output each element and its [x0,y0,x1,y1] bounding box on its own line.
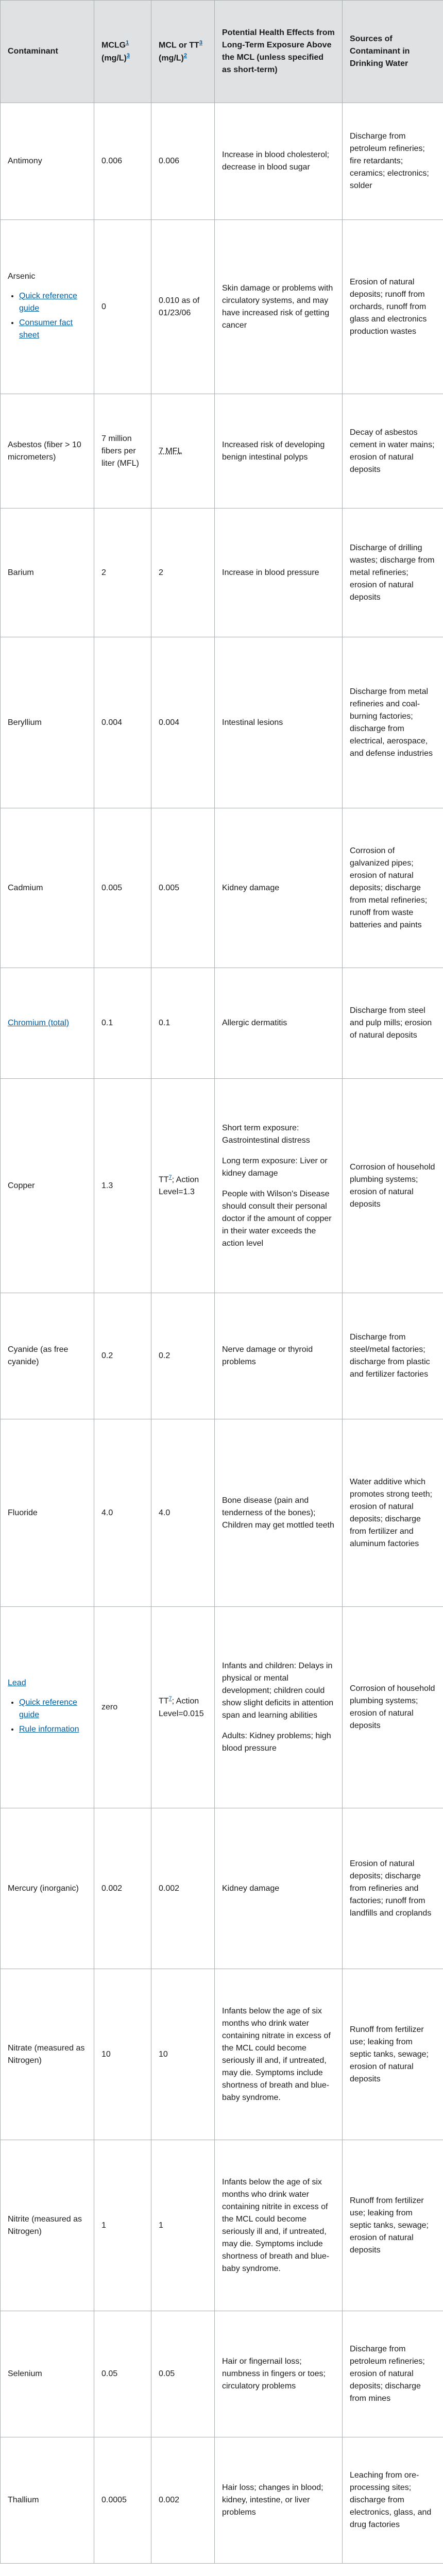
table-header-row [1,1,443,103]
mclg-value: 10 [94,1969,151,2140]
contaminant-name: Asbestos (fiber > 10 micrometers) [1,394,94,509]
contaminant-name: Nitrate (measured as Nitrogen) [1,1969,94,2140]
lead-link[interactable]: Lead [8,1679,26,1687]
mclg-value: 1 [94,2140,151,2311]
table-row [1,2437,443,2564]
footnote-link[interactable]: 3 [199,39,202,46]
header-mcl: MCL or $TT^3$ $(mg/L)^2$ [151,1,215,103]
header-health-effects: Potential Health Effects from Long-Term Exposure Above the MCL (unless specified as short-term) [215,1,343,103]
mclg-value: 7 million fibers per liter (MFL) [94,394,151,509]
sources: Corrosion of household plumbing systems; erosion of natural deposits [343,1607,443,1808]
quick-reference-guide-link[interactable]: Quick reference guide [19,291,77,313]
health-effects: Allergic dermatitis [215,968,343,1079]
contaminant-name: Arsenic • Quick reference guide • Consumer fact sheet [1,220,94,394]
table-row [1,2311,443,2437]
mclg-value: 2 [94,509,151,637]
mclg-value: 0.2 [94,1293,151,1419]
chromium-link[interactable]: Chromium (total) [8,1019,70,1027]
mcl-value: $TT^7$; Action Level=1.3 [151,1079,215,1293]
health-effects: Skin damage or problems with circulatory systems, and may have increased risk of getting cancer [215,220,343,394]
sources: Discharge of drilling wastes; discharge from metal refineries; erosion of natural deposits [343,509,443,637]
sources: Erosion of natural deposits; discharge from refineries and factories; runoff from landfills and croplands [343,1808,443,1969]
header-mclg: MCLG$^1$ $(mg/L)^3$ [94,1,151,103]
health-effects: Short term exposure: Gastrointestinal distress Long term exposure: Liver or kidney damage People with Wilson's Disease should consult their personal doctor if the amount of copper in their water exceeds the action level [215,1079,343,1293]
contaminant-name: Selenium [1,2311,94,2437]
table-row [1,808,443,968]
mcl-value: 2 [151,509,215,637]
health-effects: Hair loss; changes in blood; kidney, intestine, or liver problems [215,2437,343,2564]
footnote-link[interactable]: 7 [168,1696,172,1702]
contaminant-name [1,1607,94,1808]
footnote-link[interactable]: 3 [126,53,130,59]
mclg-value: 0.006 [94,103,151,220]
footnote-link[interactable]: 2 [183,53,187,59]
health-effects: Hair or fingernail loss; numbness in fingers or toes; circulatory problems [215,2311,343,2437]
footnote-link[interactable]: 1 [126,39,129,46]
sources: Erosion of natural deposits; runoff from orchards, runoff from glass and electronics production wastes [343,220,443,394]
health-effects: Infants below the age of six months who drink water containing nitrite in excess of the MCL could become seriously ill and, if untreated, may die. Symptoms include shortness of breath and blue-baby syndrome. [215,2140,343,2311]
table-row [1,1607,443,1808]
table-row [1,509,443,637]
mcl-value: 0.005 [151,808,215,968]
contaminant-name: Cyanide (as free cyanide) [1,1293,94,1419]
mclg-value: 0 [94,220,151,394]
health-effects: Kidney damage [215,808,343,968]
mclg-value: zero [94,1607,151,1808]
mclg-value: 0.005 [94,808,151,968]
mcl-value: 7 MFL [151,394,215,509]
footnote-link[interactable]: 7 [168,1174,172,1180]
mcl-value: 0.006 [151,103,215,220]
sources: Leaching from ore-processing sites; discharge from electronics, glass, and drug factories [343,2437,443,2564]
health-effects: Increase in blood pressure [215,509,343,637]
table-row [1,394,443,509]
table-row [1,1293,443,1419]
header-contaminant: Contaminant [1,1,94,103]
table-row [1,2140,443,2311]
health-effects: Infants below the age of six months who drink water containing nitrate in excess of the MCL could become seriously ill and, if untreated, may die. Symptoms include shortness of breath and blue-baby syndrome. [215,1969,343,2140]
mcl-value: 1 [151,2140,215,2311]
sources: Runoff from fertilizer use; leaking from septic tanks, sewage; erosion of natural deposits [343,2140,443,2311]
table-row [1,103,443,220]
contaminant-name: Mercury (inorganic) [1,1808,94,1969]
contaminant-name: Cadmium [1,808,94,968]
sources: Discharge from metal refineries and coal-burning factories; discharge from electrical, aerospace, and defense industries [343,637,443,808]
sources: Corrosion of galvanized pipes; erosion of natural deposits; discharge from metal refineries; runoff from waste batteries and paints [343,808,443,968]
mcl-value: 0.002 [151,1808,215,1969]
contaminant-name: Beryllium [1,637,94,808]
mclg-value: 0.002 [94,1808,151,1969]
sources: Discharge from steel/metal factories; discharge from plastic and fertilizer factories [343,1293,443,1419]
contaminant-name: Nitrite (measured as Nitrogen) [1,2140,94,2311]
mcl-value: 10 [151,1969,215,2140]
health-effects: Nerve damage or thyroid problems [215,1293,343,1419]
table-row [1,1079,443,1293]
mcl-value: 0.05 [151,2311,215,2437]
mcl-value: 4.0 [151,1419,215,1607]
mcl-value: 0.004 [151,637,215,808]
table-row [1,220,443,394]
mcl-value: $TT^7$; Action Level=0.015 [151,1607,215,1808]
consumer-fact-sheet-link[interactable]: Consumer fact sheet [19,318,73,340]
table-row [1,637,443,808]
health-effects: Intestinal lesions [215,637,343,808]
contaminant-name [1,968,94,1079]
sources: Runoff from fertilizer use; leaking from septic tanks, sewage; erosion of natural deposits [343,1969,443,2140]
sources: Discharge from steel and pulp mills; erosion of natural deposits [343,968,443,1079]
health-effects: Infants and children: Delays in physical or mental development; children could show slight deficits in attention span and learning abilities Adults: Kidney problems; high blood pressure [215,1607,343,1808]
quick-reference-guide-link[interactable]: Quick reference guide [19,1698,77,1719]
table-row [1,1419,443,1607]
mcl-value: 0.010 as of 01/23/06 [151,220,215,394]
mclg-value: 0.1 [94,968,151,1079]
header-sources: Sources of Contaminant in Drinking Water [343,1,443,103]
mclg-value: 0.004 [94,637,151,808]
sources: Decay of asbestos cement in water mains; erosion of natural deposits [343,394,443,509]
mclg-value: 0.0005 [94,2437,151,2564]
contaminant-name: Fluoride [1,1419,94,1607]
health-effects: Bone disease (pain and tenderness of the bones); Children may get mottled teeth [215,1419,343,1607]
contaminant-name: Thallium [1,2437,94,2564]
sources: Discharge from petroleum refineries; fire retardants; ceramics; electronics; solder [343,103,443,220]
table-row [1,1808,443,1969]
mcl-value: 0.002 [151,2437,215,2564]
contaminant-name: Barium [1,509,94,637]
contaminant-name: Copper [1,1079,94,1293]
mcl-value: 0.1 [151,968,215,1079]
rule-information-link[interactable]: Rule information [19,1725,79,1734]
health-effects: Increased risk of developing benign intestinal polyps [215,394,343,509]
table-row [1,1969,443,2140]
health-effects: Kidney damage [215,1808,343,1969]
sources: Discharge from petroleum refineries; erosion of natural deposits; discharge from mines [343,2311,443,2437]
mclg-value: 4.0 [94,1419,151,1607]
sources: Water additive which promotes strong teeth; erosion of natural deposits; discharge from fertilizer and aluminum factories [343,1419,443,1607]
mcl-value: 0.2 [151,1293,215,1419]
contaminant-name: Antimony [1,103,94,220]
health-effects: Increase in blood cholesterol; decrease in blood sugar [215,103,343,220]
sources: Corrosion of household plumbing systems; erosion of natural deposits [343,1079,443,1293]
mclg-value: 0.05 [94,2311,151,2437]
table-row [1,968,443,1079]
mclg-value: 1.3 [94,1079,151,1293]
